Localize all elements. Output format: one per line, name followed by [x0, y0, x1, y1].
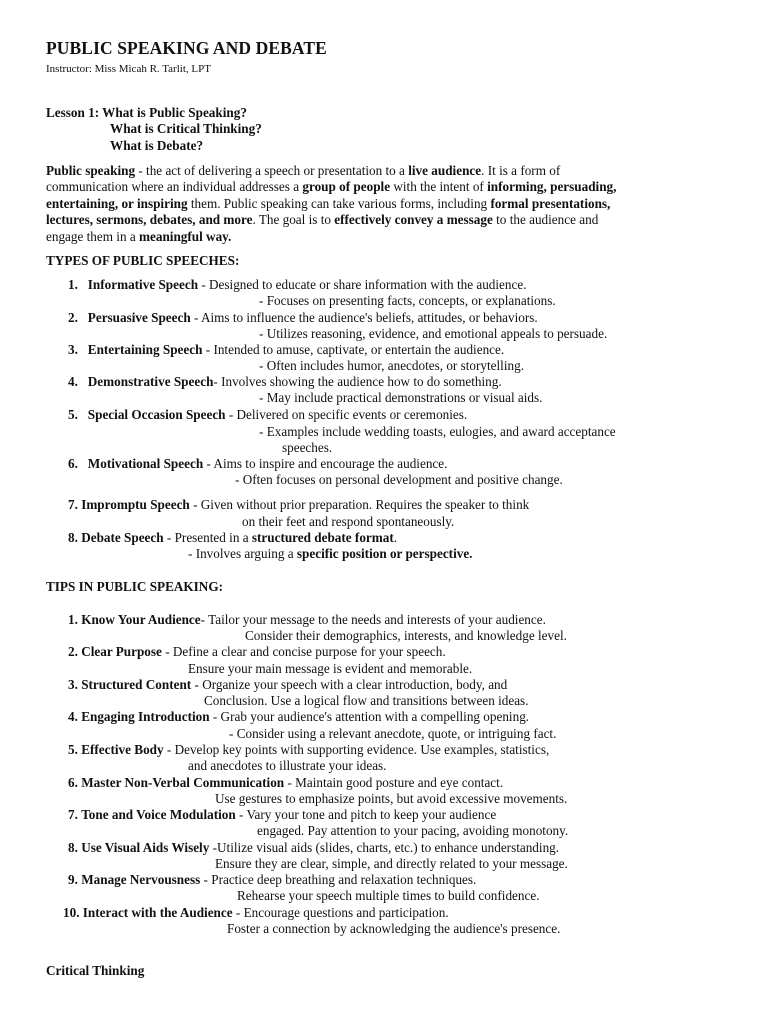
item-number: 9. — [68, 872, 78, 887]
list-subitem: - May include practical demonstrations or visual aids. — [259, 390, 543, 405]
item-name: Master Non-Verbal Communication — [81, 775, 285, 790]
item-desc: - Delivered on specific events or ceremonies. — [225, 407, 468, 422]
types-heading: TYPES OF PUBLIC SPEECHES: — [46, 253, 240, 268]
item-name: Interact with the Audience — [82, 905, 233, 920]
item-number: 1. — [68, 277, 78, 292]
list-subitem: Ensure they are clear, simple, and directly related to your message. — [215, 856, 568, 871]
list-item — [68, 497, 529, 513]
item-number: 3. — [68, 342, 78, 357]
list-subitem: - Examples include wedding toasts, eulogies, and award acceptance — [259, 424, 616, 439]
item-name: Engaging Introduction — [81, 709, 210, 724]
definition-text: communication where an individual addresses a — [46, 179, 303, 195]
definition-text: . The goal is to — [252, 212, 335, 228]
item-number: 4. — [68, 374, 78, 389]
list-item — [68, 775, 503, 791]
definition-emphasis: informing, persuading, — [487, 179, 617, 195]
definition-line-3 — [46, 196, 716, 212]
list-item — [68, 872, 476, 888]
definition-emphasis: live audience — [408, 163, 482, 178]
item-desc: -Utilize visual aids (slides, charts, etc.) to enhance understanding. — [209, 840, 560, 855]
list-subitem: Consider their demographics, interests, and knowledge level. — [245, 628, 567, 643]
subitem-text: - Involves arguing a — [188, 546, 297, 561]
item-name: Persuasive Speech — [87, 310, 191, 325]
item-desc: - Grab your audience's attention with a compelling opening. — [209, 709, 530, 724]
list-item — [63, 905, 449, 921]
subitem-emphasis: specific position or perspective. — [296, 546, 473, 561]
list-subitem: Ensure your main message is evident and memorable. — [188, 661, 473, 676]
item-desc: - Encourage questions and participation. — [232, 905, 449, 920]
list-subitem: - Often includes humor, anecdotes, or storytelling. — [259, 358, 524, 373]
definition-text: engage them in a — [46, 228, 140, 244]
list-subitem: Conclusion. Use a logical flow and transitions between ideas. — [204, 693, 529, 708]
definition-emphasis: group of people — [302, 179, 391, 195]
item-desc: - Tailor your message to the needs and interests of your audience. — [200, 612, 546, 627]
tips-heading: TIPS IN PUBLIC SPEAKING: — [46, 579, 223, 594]
list-subitem: engaged. Pay attention to your pacing, avoiding monotony. — [257, 823, 569, 838]
item-name: Entertaining Speech — [87, 342, 203, 357]
list-item — [68, 644, 446, 660]
definition-text: - the act of delivering a speech or presentation to a — [135, 163, 409, 178]
instructor-line: Instructor: Miss Micah R. Tarlit, LPT — [46, 63, 211, 75]
item-desc: - Aims to influence the audience's beliefs, attitudes, or behaviors. — [190, 310, 538, 325]
lesson-questions — [46, 105, 262, 154]
list-item — [68, 277, 527, 293]
list-item — [68, 742, 549, 758]
definition-emphasis: entertaining, or inspiring — [46, 195, 188, 211]
list-subitem: Use gestures to emphasize points, but avoid excessive movements. — [215, 791, 568, 806]
item-desc: - Intended to amuse, captivate, or entertain the audience. — [202, 342, 505, 357]
item-desc: - Designed to educate or share information with the audience. — [198, 277, 527, 292]
item-emphasis: structured debate format — [251, 530, 394, 545]
definition-emphasis: formal presentations, — [490, 195, 611, 211]
definition-text: them. Public speaking can take various forms, including — [187, 195, 491, 211]
list-subitem: on their feet and respond spontaneously. — [242, 514, 455, 529]
item-desc: - Develop key points with supporting evidence. Use examples, statistics, — [163, 742, 550, 757]
item-name: Motivational Speech — [87, 456, 204, 471]
item-number: 6. — [68, 775, 78, 790]
list-item — [68, 840, 559, 856]
definition-line-5 — [46, 229, 716, 245]
item-name: Demonstrative Speech — [87, 374, 214, 389]
item-number: 8. — [68, 840, 78, 855]
item-number: 8. — [68, 530, 78, 545]
item-name: Clear Purpose — [81, 644, 162, 659]
item-name: Manage Nervousness — [81, 872, 201, 887]
item-desc: - Practice deep breathing and relaxation techniques. — [200, 872, 477, 887]
item-name: Effective Body — [81, 742, 164, 757]
item-number: 4. — [68, 709, 78, 724]
list-item — [68, 310, 538, 326]
item-number: 7. — [68, 807, 78, 822]
list-subitem: - Consider using a relevant anecdote, quote, or intriguing fact. — [229, 726, 557, 741]
list-subitem-continued: speeches. — [282, 440, 333, 455]
list-subitem: - Often focuses on personal development and positive change. — [235, 472, 563, 487]
item-desc: . — [393, 530, 398, 545]
item-name: Structured Content — [81, 677, 192, 692]
item-desc: - Given without prior preparation. Requires the speaker to think — [189, 497, 530, 512]
list-subitem: Foster a connection by acknowledging the audience's presence. — [227, 921, 561, 936]
list-subitem: - Focuses on presenting facts, concepts, or explanations. — [259, 293, 556, 308]
item-number: 5. — [68, 407, 78, 422]
list-item — [68, 709, 529, 725]
definition-line-2 — [46, 179, 716, 195]
item-number: 5. — [68, 742, 78, 757]
list-item — [68, 407, 467, 423]
list-item — [68, 530, 397, 546]
lesson-line-1: Lesson 1: What is Public Speaking? — [46, 105, 247, 120]
definition-emphasis: lectures, sermons, debates, and more — [46, 212, 253, 228]
item-name: Special Occasion Speech — [87, 407, 226, 422]
definition-line-4 — [46, 212, 716, 228]
definition-emphasis: meaningful way. — [139, 228, 232, 244]
document-title: PUBLIC SPEAKING AND DEBATE — [46, 38, 327, 58]
lesson-line-2: What is Critical Thinking? — [110, 121, 262, 137]
critical-thinking-heading: Critical Thinking — [46, 963, 145, 978]
list-item — [68, 677, 507, 693]
item-desc: - Vary your tone and pitch to keep your audience — [235, 807, 497, 822]
item-desc: - Maintain good posture and eye contact. — [284, 775, 504, 790]
definition-emphasis: effectively convey a message — [334, 212, 493, 228]
item-number: 6. — [68, 456, 78, 471]
item-number: 3. — [68, 677, 78, 692]
item-desc: - Involves showing the audience how to do something. — [213, 374, 502, 389]
item-number: 1. — [68, 612, 78, 627]
item-number: 2. — [68, 310, 78, 325]
item-number: 10. — [63, 905, 80, 920]
definition-term: Public speaking — [46, 163, 136, 178]
item-desc: - Presented in a — [163, 530, 252, 545]
list-subitem — [188, 546, 472, 562]
list-subitem: Rehearse your speech multiple times to build confidence. — [237, 888, 540, 903]
definition-line-1 — [46, 163, 716, 179]
item-desc: - Organize your speech with a clear introduction, body, and — [191, 677, 508, 692]
definition-text: to the audience and — [492, 212, 599, 228]
definition-text: . It is a form of — [481, 163, 561, 178]
item-name: Informative Speech — [87, 277, 199, 292]
item-name: Know Your Audience — [81, 612, 201, 627]
item-name: Tone and Voice Modulation — [81, 807, 236, 822]
list-item — [68, 374, 502, 390]
item-desc: - Define a clear and concise purpose for your speech. — [161, 644, 446, 659]
lesson-line-3: What is Debate? — [110, 137, 204, 153]
definition-text: with the intent of — [390, 179, 488, 195]
list-subitem: and anecdotes to illustrate your ideas. — [188, 758, 387, 773]
list-subitem: - Utilizes reasoning, evidence, and emotional appeals to persuade. — [259, 326, 608, 341]
item-desc: - Aims to inspire and encourage the audience. — [203, 456, 448, 471]
list-item — [68, 456, 447, 472]
definition-paragraph — [46, 163, 716, 245]
list-item — [68, 342, 504, 358]
item-name: Debate Speech — [81, 530, 164, 545]
list-item — [68, 807, 496, 823]
item-name: Impromptu Speech — [81, 497, 190, 512]
item-number: 7. — [68, 497, 78, 512]
item-name: Use Visual Aids Wisely — [81, 840, 210, 855]
list-item — [68, 612, 546, 628]
item-number: 2. — [68, 644, 78, 659]
